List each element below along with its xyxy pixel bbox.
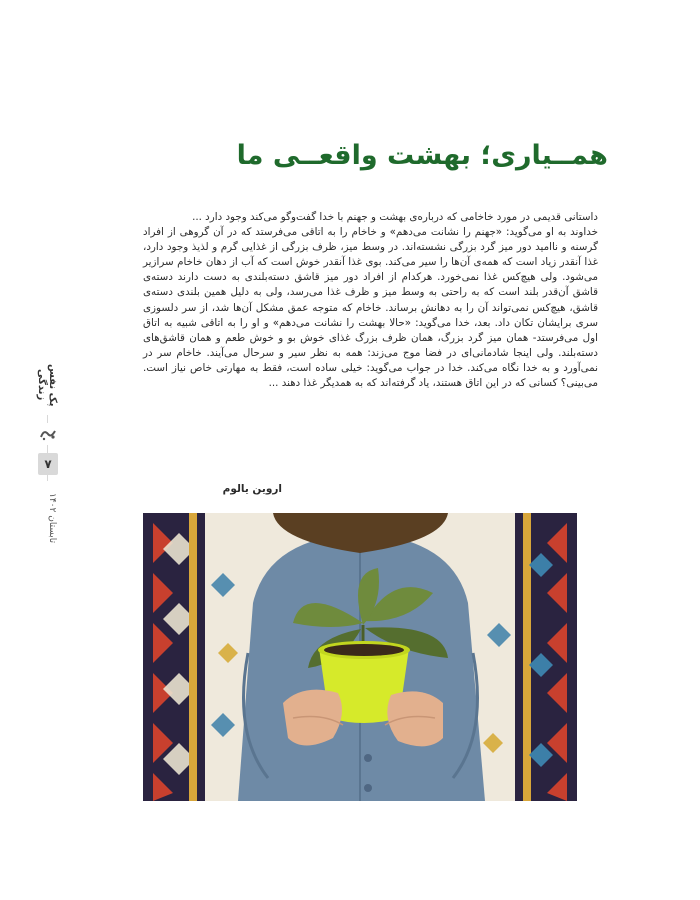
article-intro: داستانی قدیمی در مورد خاخامی که درباره‌ی بهشت و جهنم با خدا گفت‌وگو می‌کند وجود دارد ... (192, 211, 598, 223)
article-paragraph: خداوند به او می‌گوید: «جهنم را نشانت می‌دهم» و خاخام را به اتاقی می‌فرستد که در آن گروهی از افراد گرسنه و ناامید دور میز گرد بزرگی نشسته‌اند. در وسط میز، ظرف بزرگی از غذایی گرم و لذیذ وجود دارد، غذا آنقدر زیاد است که همه‌ی آن‌ها را سیر می‌کند. بوی غذا آنقدر خوش است که آب از دهان خاخام سرازیر می‌شود. ولی هیچ‌کس غذا نمی‌خورد. هرکدام از افراد دور میز قاشق دسته‌بلندی به دست دارند دسته‌ی قاشق آن‌قدر بلند است که به راحتی به وسط میز و ظرف غذا می‌رسد، ولی به دلیل همین بلندی دسته‌ی قاشق، هیچ‌کس نمی‌تواند آن را به دهانش برساند. خاخام که متوجه عمق مشکل آن‌ها شد، از سر دلسوزی سری برایشان تکان داد. بعد، خدا می‌گوید: «حالا بهشت را نشانت می‌دهم» و او را به اتاقی شبیه به اتاق اول می‌فرستد- همان میز گرد بزرگ، همان ظرف بزرگ غذای خوش بو و خوش طعم و همان قاشق‌های دسته‌بلند. ولی اینجا شادمانی‌ای در فضا موج می‌زند: همه به نظر سیر و سرحال می‌آیند. خاخام سر در نمی‌آورد و به خدا نگاه می‌کند. خدا در جواب می‌گوید: خیلی ساده است، فقط به مهارتی خاص نیاز است. می‌بینی؟ کسانی که در این اتاق هستند، یاد گرفته‌اند که به همدیگر غذا دهند ... (143, 226, 598, 390)
magazine-logo-icon (37, 423, 59, 445)
article-author: اروین یالوم (222, 483, 282, 495)
article-body (143, 210, 598, 391)
side-strip (30, 355, 66, 555)
magazine-name: پک نفس زندگی (38, 355, 58, 415)
article-title: همــیاری؛ بهشت واقعــی ما (236, 140, 608, 171)
article-photo (143, 513, 577, 801)
page-number: ۷ (38, 453, 58, 475)
issue-season: تابستان ۱۴۰۲ (39, 481, 57, 555)
